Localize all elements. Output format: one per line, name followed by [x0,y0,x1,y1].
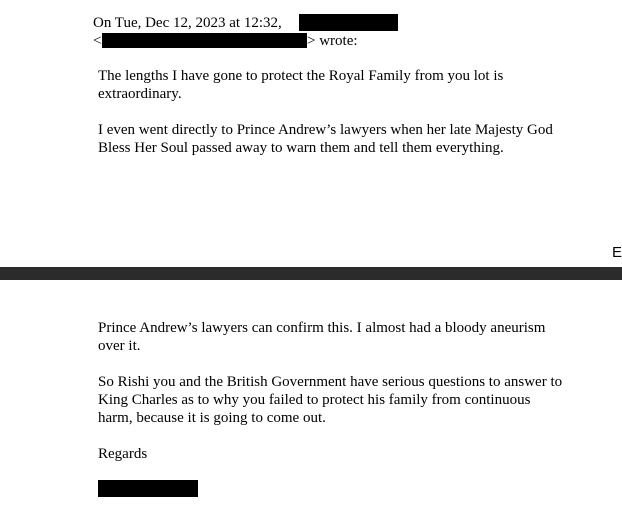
page-edge-mark: E [612,244,622,261]
message-paragraph: So Rishi you and the British Government have serious questions to answer to King Charles as to why you failed to protect his family from continuous harm, because it is going to come out. [98,374,563,426]
quote-header-line [93,14,282,32]
message-paragraph: Prince Andrew’s lawyers can confirm this. I almost had a bloody aneurism over it. [98,320,546,354]
message-paragraph: I even went directly to Prince Andrew’s lawyers when her late Majesty God Bless Her Soul passed away to warn them and tell them everything. [98,122,553,156]
page-break-divider [0,267,622,280]
redacted-signature [98,480,198,497]
redacted-sender-email [102,33,307,48]
quote-email-open-bracket: < [93,33,102,49]
quote-header-text: On Tue, Dec 12, 2023 at 12:32, [93,15,282,31]
closing-text: Regards [98,446,148,462]
redacted-sender-name [299,14,398,31]
message-paragraph: The lengths I have gone to protect the Royal Family from you lot is extraordinary. [98,68,504,102]
quote-wrote-label: > wrote: [307,33,358,49]
